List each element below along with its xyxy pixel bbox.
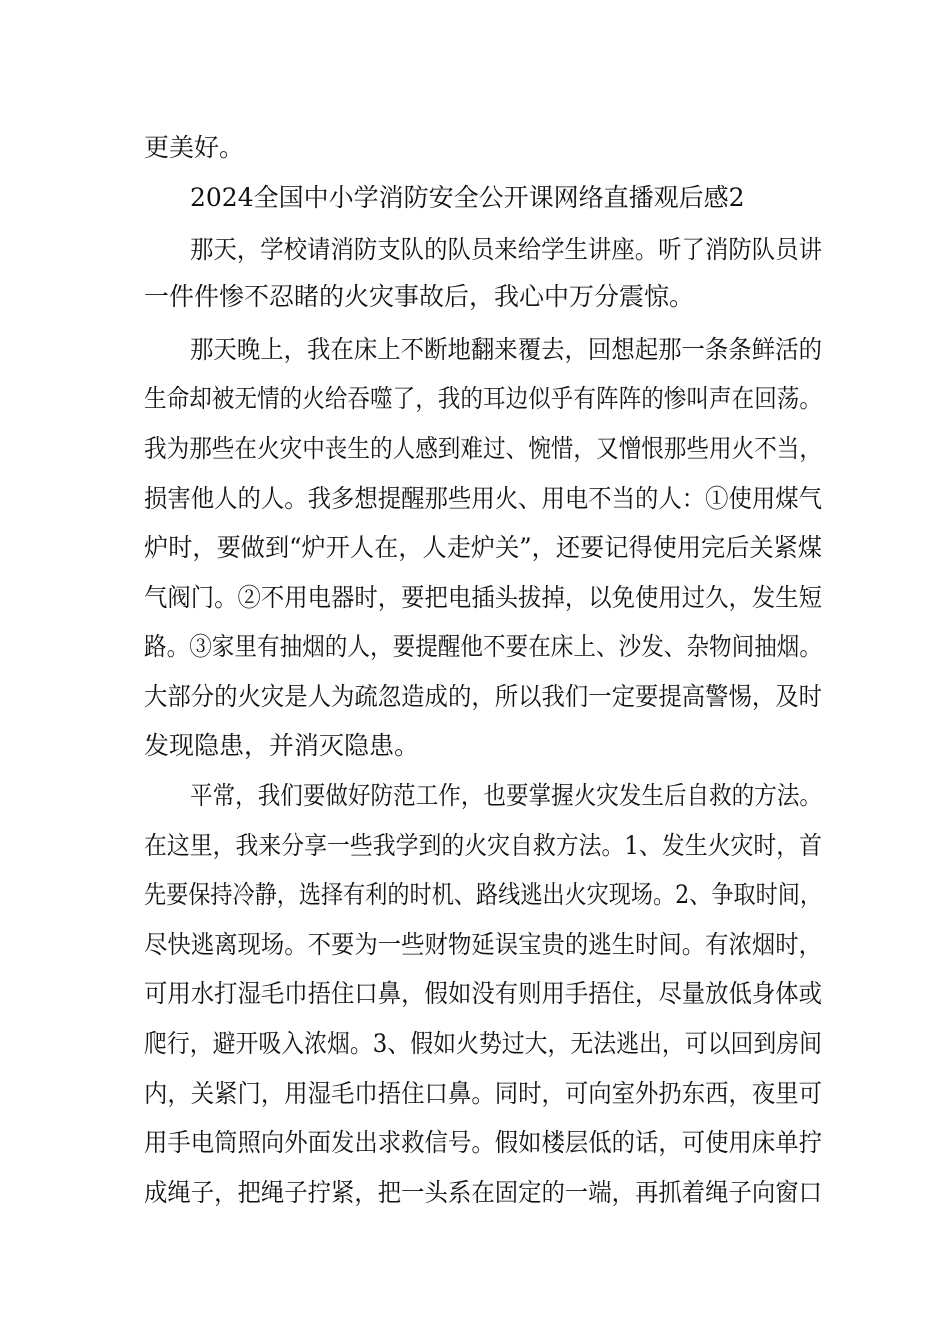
text-line-content: 那天晚上，我在床上不断地翻来覆去，回想起那一条条鲜活的 [190, 335, 823, 364]
text-line [0, 920, 950, 970]
text-line [0, 1168, 950, 1218]
text-line [0, 123, 950, 173]
text-line [0, 622, 950, 672]
text-line [0, 1118, 950, 1168]
text-line [0, 870, 950, 920]
text-line [0, 225, 950, 275]
text-line-content: 平常，我们要做好防范工作，也要掌握火灾发生后自救的方法。 [190, 781, 822, 810]
text-line-content: 更美好。 [144, 133, 245, 162]
text-line [0, 374, 950, 424]
text-line [0, 272, 950, 322]
text-line [0, 1019, 950, 1069]
text-line-content: 在这里，我来分享一些我学到的火灾自救方法。1、发生火灾时，首 [144, 831, 823, 860]
text-line [0, 821, 950, 871]
text-line-content: 用手电筒照向外面发出求救信号。假如楼层低的话，可使用床单拧 [144, 1128, 823, 1157]
text-line [0, 424, 950, 474]
text-line-content: 成绳子，把绳子拧紧，把一头系在固定的一端，再抓着绳子向窗口 [144, 1178, 823, 1207]
text-line-content: 路。③家里有抽烟的人，要提醒他不要在床上、沙发、杂物间抽烟。 [144, 632, 823, 661]
text-line [0, 573, 950, 623]
text-line-content: 那天，学校请消防支队的队员来给学生讲座。听了消防队员讲 [190, 235, 823, 264]
text-line [0, 672, 950, 722]
section-heading [0, 173, 950, 223]
text-line-content: 可用水打湿毛巾捂住口鼻，假如没有则用手捂住，尽量放低身体或 [144, 979, 823, 1008]
text-line-content: 发现隐患，并消灭隐患。 [144, 731, 420, 760]
text-line-content: 先要保持冷静，选择有利的时机、路线逃出火灾现场。2、争取时间， [144, 880, 822, 909]
text-line [0, 721, 950, 771]
text-line-content: 一件件惨不忍睹的火灾事故后，我心中万分震惊。 [144, 282, 695, 311]
text-line-content: 大部分的火灾是人为疏忽造成的，所以我们一定要提高警惕，及时 [144, 682, 823, 711]
text-line-content: 气阀门。②不用电器时，要把电插头拔掉，以免使用过久，发生短 [144, 583, 823, 612]
section-heading-text: 2024全国中小学消防安全公开课网络直播观后感2 [190, 183, 745, 212]
text-line-content: 爬行，避开吸入浓烟。3、假如火势过大，无法逃出，可以回到房间 [144, 1029, 823, 1058]
text-line-content: 尽快逃离现场。不要为一些财物延误宝贵的逃生时间。有浓烟时， [144, 930, 823, 959]
text-line [0, 771, 950, 821]
text-line-content: 损害他人的人。我多想提醒那些用火、用电不当的人：①使用煤气 [144, 484, 823, 513]
text-line [0, 969, 950, 1019]
text-line-content: 炉时，要做到“炉开人在，人走炉关”，还要记得使用完后关紧煤 [144, 533, 823, 562]
text-line [0, 325, 950, 375]
text-line-content: 我为那些在火灾中丧生的人感到难过、惋惜，又憎恨那些用火不当， [144, 434, 823, 463]
text-line [0, 1069, 950, 1119]
text-line [0, 523, 950, 573]
text-line-content: 生命却被无情的火给吞噬了，我的耳边似乎有阵阵的惨叫声在回荡。 [144, 384, 823, 413]
text-line-content: 内，关紧门，用湿毛巾捂住口鼻。同时，可向室外扔东西，夜里可 [144, 1079, 823, 1108]
text-line [0, 474, 950, 524]
